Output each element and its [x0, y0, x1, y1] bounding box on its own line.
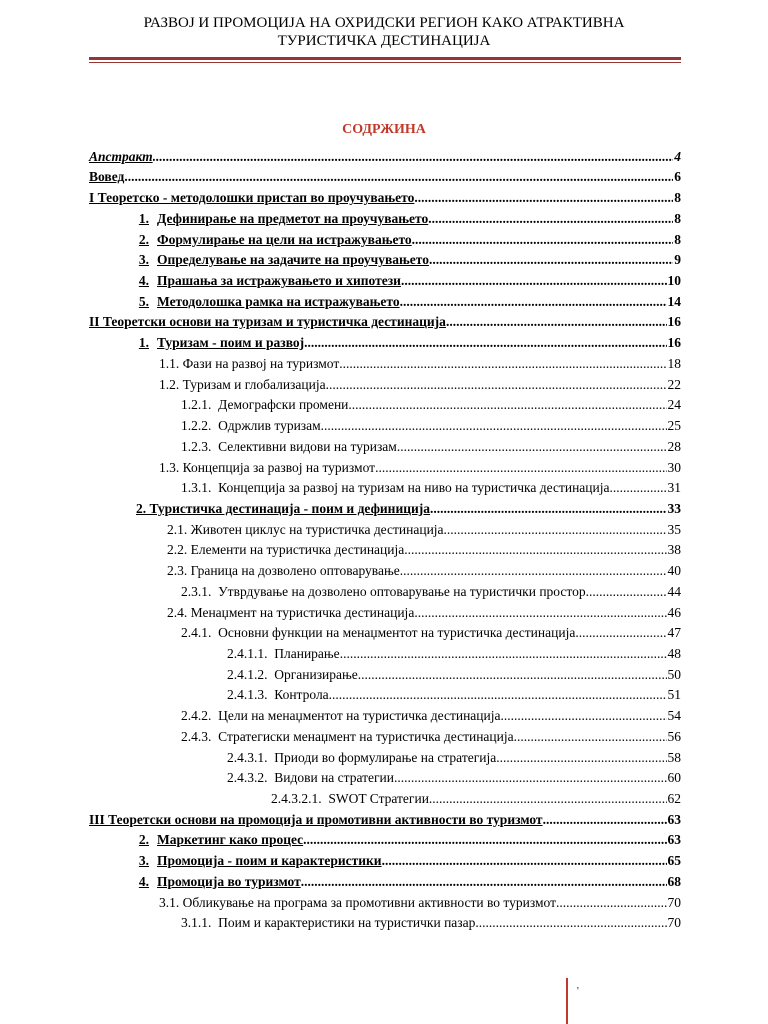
toc-entry-page: 62 [667, 791, 681, 806]
toc-entry-title: 1.1. Фази на развој на туризмот [159, 355, 340, 371]
toc-title: СОДРЖИНА [342, 122, 426, 137]
toc-entry-title: 2.3. Граница на дозволено оптоварување [167, 563, 400, 579]
toc-entry-leader [340, 646, 667, 662]
toc-entry-page: 18 [667, 355, 681, 371]
toc-entry-leader [400, 294, 667, 310]
toc-entry-leader [153, 149, 674, 165]
toc-entry-page: 68 [667, 873, 681, 889]
toc-entry-page: 56 [667, 728, 681, 744]
toc-entry-title: 1.3. Концепција за развој на туризмот [159, 459, 376, 475]
toc-entry-leader [375, 460, 666, 476]
toc-entry[interactable] [89, 641, 681, 662]
toc-entry-leader [475, 915, 666, 931]
toc-entry-page: 48 [667, 645, 681, 661]
toc-entry-title: 1.2. Туризам и глобализација [159, 376, 326, 392]
toc-entry[interactable] [89, 869, 681, 890]
toc-entry[interactable] [89, 579, 681, 600]
toc-entry-leader [586, 584, 667, 600]
toc-entry-page: 8 [674, 190, 681, 206]
toc-entry-page: 54 [667, 708, 681, 724]
toc-entry-title: Маркетинг како процес [157, 832, 304, 848]
toc-entry-number: 1. [138, 210, 149, 226]
table-of-contents [89, 144, 681, 931]
toc-entry[interactable] [89, 683, 681, 704]
toc-entry-title: 2.4.3. Стратегиски менаџмент на туристичка дестинација [181, 728, 514, 744]
toc-entry[interactable] [89, 786, 681, 807]
toc-entry-page: 63 [667, 832, 681, 848]
toc-entry-page: 70 [667, 894, 681, 910]
toc-entry-title: 2.4.3.1. Приоди во формулирање на стратегија [227, 749, 497, 765]
toc-entry-leader [358, 667, 667, 683]
toc-entry-leader [321, 418, 667, 434]
toc-entry-page: 38 [667, 542, 681, 558]
toc-entry-leader [543, 812, 667, 828]
toc-entry-page: 28 [667, 438, 681, 454]
toc-entry[interactable] [89, 766, 681, 787]
toc-entry-page: 44 [667, 583, 681, 599]
toc-entry-page: 14 [667, 293, 681, 309]
toc-entry-title: Туризам - поим и развој [157, 335, 305, 351]
toc-entry-page: 65 [667, 853, 681, 869]
toc-entry[interactable] [89, 413, 681, 434]
toc-entry-leader [575, 625, 666, 641]
toc-entry-leader [446, 314, 667, 330]
toc-entry-page: 33 [667, 500, 681, 516]
toc-entry-page: 50 [667, 666, 681, 682]
toc-entry-page: 10 [667, 273, 681, 289]
toc-entry-title: 2.4. Менаџмент на туристичка дестинација [167, 604, 415, 620]
toc-entry-leader [124, 169, 673, 185]
toc-entry-leader [301, 874, 667, 890]
toc-entry-leader [304, 335, 666, 351]
toc-entry[interactable] [89, 165, 681, 186]
toc-entry-title: Формулирање на цели на истражувањето [157, 231, 412, 247]
toc-entry[interactable] [89, 310, 681, 331]
toc-entry-page: 63 [667, 811, 681, 827]
header-rule-thin [89, 62, 681, 63]
toc-entry-title: Промоција - поим и карактеристики [157, 853, 382, 869]
toc-entry-title: III Теоретски основи на промоција и промотивни активности во туризмот [89, 811, 543, 827]
toc-entry-number: 2. [138, 832, 149, 848]
toc-entry-title: 2.3.1. Утврдување на дозволено оптоварување на туристички простор [181, 583, 586, 599]
toc-entry-page: 16 [667, 314, 681, 330]
toc-entry-page: 6 [674, 169, 681, 185]
toc-entry-leader [397, 439, 667, 455]
toc-entry[interactable] [89, 807, 681, 828]
toc-entry[interactable] [89, 185, 681, 206]
toc-entry-leader [556, 895, 666, 911]
toc-entry-title: Вовед [89, 169, 125, 185]
toc-entry-number: 5. [138, 293, 149, 309]
toc-entry-title: Определување на задачите на проучувањето [157, 252, 429, 268]
toc-entry-page: 51 [667, 687, 681, 703]
toc-entry[interactable] [89, 289, 681, 310]
toc-entry-page: 16 [667, 335, 681, 351]
toc-entry-leader [429, 252, 673, 268]
toc-entry-leader [430, 501, 666, 517]
toc-entry[interactable] [89, 351, 681, 372]
toc-entry-title: Прашања за истражувањето и хипотези [157, 273, 401, 289]
toc-entry-title: 2.4.1. Основни функции на менаџментот на туристичка дестинација [181, 625, 576, 641]
toc-entry[interactable] [89, 144, 681, 165]
toc-entry-title: Дефинирање на предметот на проучувањето [157, 210, 429, 226]
toc-entry-title: 1.2.2. Одржлив туризам [181, 418, 321, 434]
toc-entry-title: 2.2. Елементи на туристичка дестинација [167, 542, 405, 558]
toc-entry-page: 4 [674, 148, 681, 164]
toc-entry-title: 1.2.3. Селективни видови на туризам [181, 438, 397, 454]
toc-entry-leader [394, 770, 667, 786]
toc-entry-number: 1. [138, 335, 149, 351]
toc-entry[interactable] [89, 248, 681, 269]
toc-entry-page: 35 [667, 521, 681, 537]
toc-entry-leader [414, 190, 673, 206]
toc-entry[interactable] [89, 206, 681, 227]
toc-entry-title: 2.4.2. Цели на менаџментот на туристичка дестинација [181, 708, 501, 724]
toc-entry[interactable] [89, 268, 681, 289]
toc-entry-leader [501, 708, 667, 724]
toc-entry-page: 47 [667, 625, 681, 641]
toc-entry-number: 4. [138, 873, 149, 889]
footer-mark: ' [577, 986, 579, 997]
toc-entry[interactable] [89, 848, 681, 869]
toc-entry-leader [610, 480, 667, 496]
header-line-2: ТУРИСТИЧКА ДЕСТИНАЦИЈА [277, 33, 491, 49]
toc-entry[interactable] [89, 330, 681, 351]
toc-entry-page: 31 [667, 480, 681, 496]
toc-entry-page: 58 [667, 749, 681, 765]
toc-entry[interactable] [89, 745, 681, 766]
toc-entry-page: 70 [667, 915, 681, 931]
toc-entry-page: 25 [667, 418, 681, 434]
toc-entry-leader [412, 232, 674, 248]
toc-entry-leader [401, 273, 667, 289]
toc-entry[interactable] [89, 828, 681, 849]
toc-entry-leader [414, 605, 666, 621]
toc-entry-title: I Теоретско - методолошки пристап во проучувањето [89, 190, 415, 206]
toc-entry-title: Методолошка рамка на истражувањето [157, 293, 400, 309]
toc-entry-title: 2.4.1.2. Организирање [227, 666, 358, 682]
toc-entry-title: 1.2.1. Демографски промени [181, 397, 349, 413]
toc-entry-leader [496, 750, 666, 766]
toc-entry[interactable] [89, 890, 681, 911]
footer-rule [566, 978, 568, 1024]
toc-entry[interactable] [89, 455, 681, 476]
toc-entry[interactable] [89, 538, 681, 559]
toc-entry-page: 60 [667, 770, 681, 786]
toc-entry[interactable] [89, 703, 681, 724]
toc-entry-title: 2.4.1.1. Планирање [227, 645, 340, 661]
toc-entry-page: 24 [667, 397, 681, 413]
toc-entry-leader [339, 356, 666, 372]
toc-entry[interactable] [89, 496, 681, 517]
toc-entry-title: 2.4.1.3. Контрола [227, 687, 329, 703]
toc-entry-leader [428, 211, 673, 227]
toc-entry[interactable] [89, 393, 681, 414]
toc-entry[interactable] [89, 662, 681, 683]
toc-entry-page: 8 [674, 231, 681, 247]
toc-entry-number: 2. [138, 231, 149, 247]
toc-entry-leader [329, 687, 667, 703]
toc-entry[interactable] [89, 600, 681, 621]
toc-entry-leader [444, 522, 667, 538]
toc-entry-title: Промоција во туризмот [157, 873, 301, 889]
toc-entry-number: 3. [138, 252, 149, 268]
toc-entry-title: 3.1.1. Поим и карактеристики на туристички пазар [181, 915, 476, 931]
toc-entry-leader [514, 729, 667, 745]
toc-entry-number: 3. [138, 853, 149, 869]
toc-entry-title: 2.4.3.2. Видови на стратегии [227, 770, 394, 786]
toc-entry[interactable] [89, 911, 681, 932]
toc-entry-page: 30 [667, 459, 681, 475]
toc-entry[interactable] [89, 434, 681, 455]
toc-entry-title: Апстракт [89, 148, 153, 164]
toc-entry-number: 4. [138, 273, 149, 289]
toc-entry[interactable] [89, 517, 681, 538]
header-rule-thick [89, 57, 681, 60]
toc-entry-leader [429, 791, 667, 807]
toc-entry-title: 3.1. Обликување на програма за промотивни активности во туризмот [159, 894, 557, 910]
toc-entry-page: 8 [674, 210, 681, 226]
toc-entry-leader [326, 377, 667, 393]
toc-entry-title: 2. Туристичка дестинација - поим и дефиниција [136, 500, 431, 516]
toc-entry-title: II Теоретски основи на туризам и туристичка дестинација [89, 314, 446, 330]
running-header [0, 14, 768, 50]
toc-entry-leader [348, 397, 666, 413]
toc-entry-page: 22 [667, 376, 681, 392]
toc-entry[interactable] [89, 724, 681, 745]
toc-entry-leader [382, 853, 667, 869]
header-line-1: РАЗВОЈ И ПРОМОЦИЈА НА ОХРИДСКИ РЕГИОН КАКО АТРАКТИВНА [143, 15, 625, 31]
toc-entry-leader [400, 563, 667, 579]
toc-entry[interactable] [89, 372, 681, 393]
toc-entry-title: 1.3.1. Концепција за развој на туризам на ниво на туристичка дестинација [181, 480, 610, 496]
toc-entry-page: 40 [667, 563, 681, 579]
toc-entry-page: 9 [674, 252, 681, 268]
toc-entry[interactable] [89, 621, 681, 642]
toc-entry-page: 46 [667, 604, 681, 620]
toc-entry[interactable] [89, 476, 681, 497]
toc-entry-title: 2.4.3.2.1. SWOT Стратегии [271, 791, 429, 806]
toc-entry[interactable] [89, 558, 681, 579]
toc-entry[interactable] [89, 227, 681, 248]
toc-entry-leader [404, 542, 666, 558]
toc-entry-leader [303, 832, 666, 848]
toc-entry-title: 2.1. Животен циклус на туристичка дестинација [167, 521, 444, 537]
